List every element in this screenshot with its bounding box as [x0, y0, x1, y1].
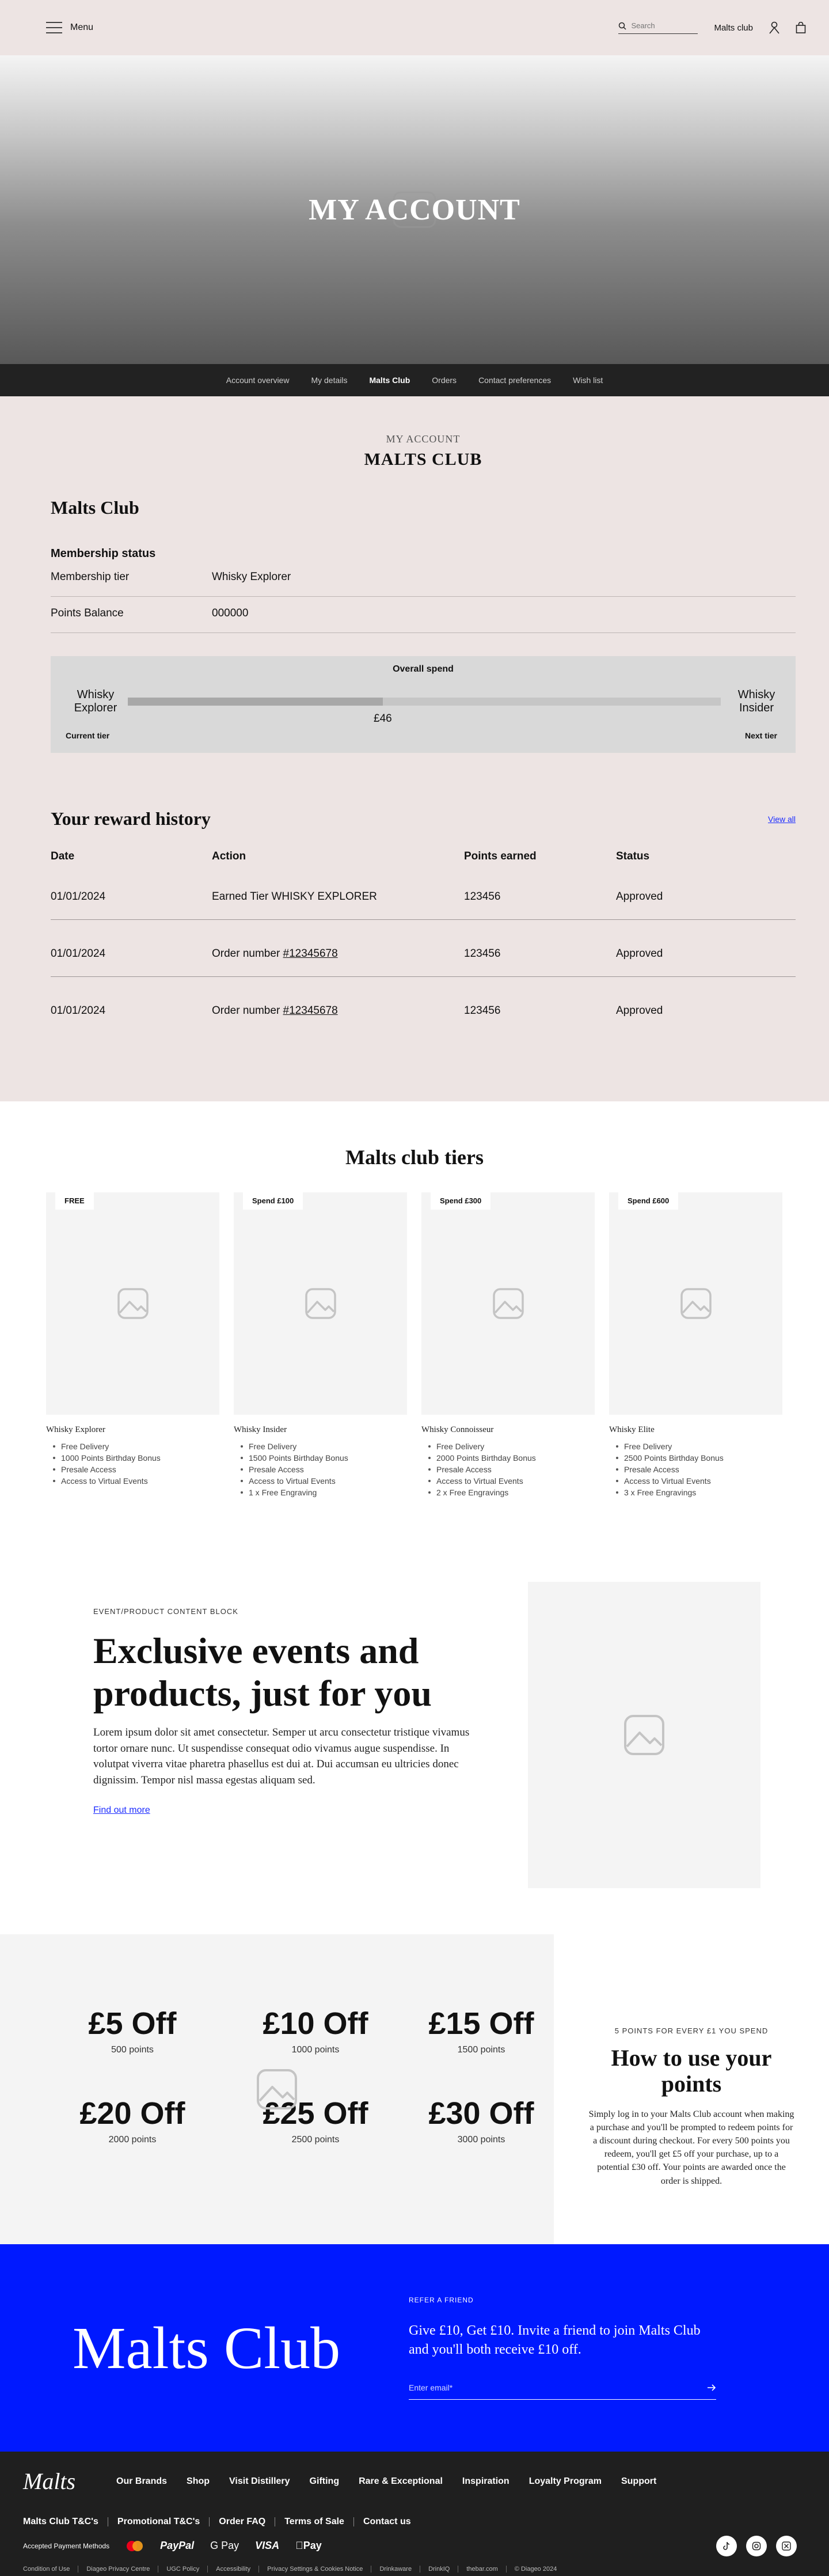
tier-card	[46, 1192, 219, 1498]
divider	[207, 2566, 208, 2573]
next-tier-name: Whisky Insider	[737, 688, 775, 714]
row-action	[212, 1005, 464, 1017]
footer-nav-item[interactable]: Our Brands	[116, 2476, 168, 2486]
discount-value: £15 Off	[428, 2006, 534, 2041]
search-box[interactable]	[618, 21, 698, 34]
row-status: Approved	[616, 891, 663, 903]
points-discount-section	[0, 1934, 829, 2244]
column-header-action: Action	[212, 850, 246, 862]
account-nav-contact-preferences[interactable]: Contact preferences	[478, 376, 552, 385]
tier-perks	[609, 1441, 782, 1498]
paypal-icon: PayPal	[160, 2540, 195, 2551]
section-eyebrow: MY ACCOUNT	[386, 433, 461, 445]
footer-link[interactable]: Order FAQ	[219, 2517, 266, 2526]
row-date: 01/01/2024	[51, 948, 106, 960]
tier-badge: Spend £300	[431, 1192, 490, 1210]
membership-tier-value: Whisky Explorer	[212, 571, 291, 583]
tier-image	[46, 1192, 219, 1415]
tier-perk: 2500 Points Birthday Bonus	[609, 1452, 782, 1464]
row-date: 01/01/2024	[51, 891, 106, 903]
row-date: 01/01/2024	[51, 1005, 106, 1017]
tier-perks	[421, 1441, 595, 1498]
legal-link[interactable]: thebar.com	[466, 2566, 498, 2573]
membership-status-title: Membership status	[51, 547, 156, 560]
search-input[interactable]	[631, 21, 689, 30]
discount-value: £20 Off	[79, 2096, 185, 2131]
divider	[209, 2517, 210, 2526]
points-heading: How to use your points	[611, 2045, 772, 2097]
footer-nav-item[interactable]: Visit Distillery	[229, 2476, 290, 2486]
footer-nav-item[interactable]: Support	[621, 2476, 657, 2486]
apple-pay-label: Pay	[295, 2540, 314, 2551]
discount-item	[412, 2096, 550, 2145]
row-status: Approved	[616, 948, 663, 960]
discount-points: 3000 points	[457, 2135, 505, 2145]
tier-name: Whisky Connoisseur	[421, 1425, 494, 1434]
tier-name: Whisky Insider	[234, 1425, 287, 1434]
membership-row	[51, 597, 796, 633]
social-button[interactable]	[746, 2536, 767, 2556]
footer-nav	[116, 2476, 656, 2487]
spend-progress-card	[51, 656, 796, 753]
reward-history-title: Your reward history	[51, 808, 211, 829]
spend-progress-fill	[128, 698, 383, 706]
membership-row	[51, 560, 796, 597]
account-nav-details[interactable]: My details	[311, 376, 348, 385]
refer-a-friend-section	[0, 2244, 829, 2452]
discount-points: 2000 points	[108, 2135, 157, 2145]
points-balance-label: Points Balance	[51, 607, 124, 619]
legal-link[interactable]: UGC Policy	[166, 2566, 200, 2573]
divider	[353, 2517, 354, 2526]
discount-points: 500 points	[111, 2045, 154, 2055]
account-nav-orders[interactable]: Orders	[432, 376, 457, 385]
tier-perk: 1000 Points Birthday Bonus	[46, 1452, 219, 1464]
tier-badge: FREE	[55, 1192, 94, 1210]
points-body: Simply log in to your Malts Club account when making a purchase and you'll be prompted to redeem points for a discount during checkout. For every 500 points you redeem, you'll get £5 off your purchase, up to a potential £30 off. Your points are awarded once the order is shipped.	[588, 2109, 794, 2186]
hero-banner	[0, 55, 829, 364]
spend-amount: £46	[374, 713, 392, 725]
header-actions	[618, 21, 806, 34]
hero-title: MY ACCOUNT	[309, 193, 520, 226]
column-header-date: Date	[51, 850, 75, 862]
email-field	[409, 2383, 716, 2400]
tier-image	[609, 1192, 782, 1415]
discount-value: £5 Off	[88, 2006, 177, 2041]
row-points: 123456	[464, 948, 501, 960]
row-action-text: Order number	[212, 1005, 283, 1017]
malts-club-link[interactable]: Malts club	[714, 22, 753, 33]
refer-eyebrow: REFER A FRIEND	[409, 2296, 474, 2305]
club-title: Malts Club	[51, 497, 139, 518]
table-row	[51, 863, 796, 920]
tier-name: Whisky Explorer	[46, 1425, 105, 1434]
events-image	[528, 1582, 760, 1888]
payment-methods	[23, 2540, 806, 2552]
tier-perk: Free Delivery	[421, 1441, 595, 1452]
tier-card	[609, 1192, 782, 1498]
google-pay-icon: G Pay	[210, 2540, 239, 2551]
footer-link[interactable]: Terms of Sale	[284, 2517, 344, 2526]
discount-value: £25 Off	[263, 2096, 368, 2131]
refer-heading: Give £10, Get £10. Invite a friend to join Malts Club and you'll both receive £10 off.	[409, 2323, 701, 2357]
tier-perks	[46, 1441, 219, 1487]
events-body: Lorem ipsum dolor sit amet consectetur. Semper ut arcu consectetur tristique vivamus tortor ornare nunc. Ut suspendisse consequat odio vivamus augue suspendisse. In volutpat viverra vitae pharetra phasellus est dui at. Dui accumsan eu ultricies donec dignissim. Tempor nisl massa egestas aliquam sed.	[93, 1726, 470, 1786]
social-button[interactable]	[776, 2536, 797, 2556]
legal-link[interactable]: Condition of Use	[23, 2566, 70, 2573]
tier-card	[421, 1192, 595, 1498]
column-header-points: Points earned	[464, 850, 537, 862]
payments-label: Accepted Payment Methods	[23, 2541, 110, 2550]
discount-grid-panel	[0, 1934, 554, 2244]
footer-nav-item[interactable]: Shop	[187, 2476, 210, 2486]
order-number-link[interactable]: #12345678	[283, 948, 338, 960]
footer-nav-item[interactable]: Gifting	[309, 2476, 340, 2486]
discount-item	[219, 2006, 412, 2055]
footer-link[interactable]: Malts Club T&C's	[23, 2517, 98, 2526]
account-nav-wish-list[interactable]: Wish list	[573, 376, 603, 385]
image-placeholder-icon	[305, 1287, 337, 1320]
row-points: 123456	[464, 1005, 501, 1017]
column-header-status: Status	[616, 850, 650, 862]
hamburger-icon	[46, 22, 62, 33]
menu-label: Menu	[70, 22, 94, 32]
row-action-text: Earned Tier WHISKY EXPLORER	[212, 891, 377, 903]
menu-button[interactable]	[46, 22, 93, 33]
email-input[interactable]	[409, 2383, 707, 2392]
spend-label: Overall spend	[393, 664, 454, 674]
view-all-link[interactable]: View all	[768, 814, 796, 824]
instagram-icon	[752, 2541, 761, 2551]
apple-pay-icon	[295, 2540, 322, 2552]
tier-perk: Access to Virtual Events	[609, 1475, 782, 1487]
image-placeholder-icon	[492, 1287, 524, 1320]
current-tier-label: Current tier	[66, 731, 110, 740]
tier-perk: Access to Virtual Events	[421, 1475, 595, 1487]
image-placeholder-icon	[256, 2069, 298, 2110]
order-number-link[interactable]: #12345678	[283, 1005, 338, 1017]
legal-link[interactable]: Diageo Privacy Centre	[86, 2566, 150, 2573]
reward-history-table	[51, 850, 796, 1033]
membership-tier-label: Membership tier	[51, 571, 130, 583]
discount-item	[46, 2096, 219, 2145]
bag-icon[interactable]	[796, 22, 806, 33]
row-action	[212, 891, 464, 903]
image-placeholder-icon	[680, 1287, 712, 1320]
current-tier-name: Whisky Explorer	[74, 688, 117, 714]
points-eyebrow: 5 POINTS FOR EVERY £1 YOU SPEND	[614, 2026, 769, 2035]
tier-perk: Free Delivery	[609, 1441, 782, 1452]
reward-history-header	[51, 808, 796, 829]
tier-cards	[46, 1192, 783, 1498]
tier-perk: Access to Virtual Events	[46, 1475, 219, 1487]
account-nav-malts-club[interactable]: Malts Club	[369, 376, 410, 385]
tier-perk: Presale Access	[609, 1464, 782, 1475]
mastercard-icon	[126, 2540, 144, 2552]
discount-value: £10 Off	[263, 2006, 368, 2041]
malts-club-logo: Malts Club	[73, 2314, 341, 2381]
table-header	[51, 850, 796, 863]
tier-perk: Presale Access	[46, 1464, 219, 1475]
footer-link[interactable]: Promotional T&C's	[117, 2517, 200, 2526]
points-info	[554, 1934, 829, 2244]
site-footer	[0, 2452, 829, 2576]
refer-content	[409, 2296, 716, 2400]
row-points: 123456	[464, 891, 501, 903]
footer-nav-item[interactable]: Loyalty Program	[528, 2476, 602, 2486]
section-title: MALTS CLUB	[364, 450, 482, 469]
tier-name: Whisky Elite	[609, 1425, 655, 1434]
events-heading: Exclusive events and products, just for you	[93, 1630, 432, 1714]
tier-perk: Presale Access	[421, 1464, 595, 1475]
divider	[258, 2566, 259, 2573]
divider	[506, 2566, 507, 2573]
search-icon	[618, 22, 626, 30]
points-balance-value: 000000	[212, 607, 249, 619]
tier-perk: Presale Access	[234, 1464, 407, 1475]
table-row	[51, 977, 796, 1033]
tier-perk: 1 x Free Engraving	[234, 1487, 407, 1498]
events-eyebrow: EVENT/PRODUCT CONTENT BLOCK	[93, 1607, 238, 1616]
account-nav	[0, 364, 829, 396]
x-icon	[782, 2541, 791, 2551]
footer-links	[23, 2517, 806, 2527]
legal-link[interactable]: Drinkaware	[379, 2566, 412, 2573]
image-placeholder-icon	[623, 1714, 665, 1756]
discount-item	[219, 2096, 412, 2145]
tier-perk: 3 x Free Engravings	[609, 1487, 782, 1498]
discount-grid	[46, 2006, 554, 2145]
row-action	[212, 948, 464, 960]
legal-link[interactable]: Privacy Settings & Cookies Notice	[267, 2566, 363, 2573]
tier-perk: 1500 Points Birthday Bonus	[234, 1452, 407, 1464]
tier-image	[421, 1192, 595, 1415]
row-action-text: Order number	[212, 948, 283, 960]
legal-link[interactable]: © Diageo 2024	[514, 2566, 557, 2573]
tiktok-icon	[722, 2541, 731, 2551]
site-header	[0, 0, 829, 55]
account-section	[0, 396, 829, 1101]
discount-item	[412, 2006, 550, 2055]
tier-perk: Access to Virtual Events	[234, 1475, 407, 1487]
row-status: Approved	[616, 1005, 663, 1017]
spend-progress-bar	[128, 698, 721, 706]
footer-link[interactable]: Contact us	[363, 2517, 411, 2526]
account-icon[interactable]	[769, 21, 779, 34]
footer-top	[23, 2468, 806, 2495]
tier-card	[234, 1192, 407, 1498]
discount-points: 1500 points	[457, 2045, 505, 2055]
discount-points: 2500 points	[291, 2135, 340, 2145]
tiers-title: Malts club tiers	[345, 1146, 484, 1169]
image-placeholder-icon	[117, 1287, 149, 1320]
account-nav-overview[interactable]: Account overview	[226, 376, 290, 385]
legal-link[interactable]: Accessibility	[216, 2566, 251, 2573]
discount-item	[46, 2006, 219, 2055]
tier-badge: Spend £100	[243, 1192, 303, 1210]
tier-perk: Free Delivery	[234, 1441, 407, 1452]
social-links	[716, 2536, 797, 2556]
find-out-more-link[interactable]: Find out more	[93, 1805, 150, 1816]
next-tier-label: Next tier	[744, 731, 777, 740]
tier-badge: Spend £600	[618, 1192, 678, 1210]
visa-icon: VISA	[255, 2540, 280, 2551]
discount-value: £30 Off	[428, 2096, 534, 2131]
tiers-section	[0, 1101, 829, 1582]
footer-nav-item[interactable]: Inspiration	[462, 2476, 509, 2486]
table-row	[51, 920, 796, 977]
tier-perk: 2000 Points Birthday Bonus	[421, 1452, 595, 1464]
social-button[interactable]	[716, 2536, 737, 2556]
discount-points: 1000 points	[291, 2045, 340, 2055]
footer-nav-item[interactable]: Rare & Exceptional	[359, 2476, 443, 2486]
footer-legal-links	[23, 2566, 806, 2573]
events-content	[93, 1582, 485, 1888]
footer-logo[interactable]: Malts	[23, 2468, 76, 2494]
legal-link[interactable]: DrinkIQ	[428, 2566, 450, 2573]
tier-perks	[234, 1441, 407, 1498]
events-section	[0, 1582, 829, 1934]
tier-perk: Free Delivery	[46, 1441, 219, 1452]
tier-image	[234, 1192, 407, 1415]
arrow-right-icon[interactable]	[707, 2384, 716, 2392]
tier-perk: 2 x Free Engravings	[421, 1487, 595, 1498]
